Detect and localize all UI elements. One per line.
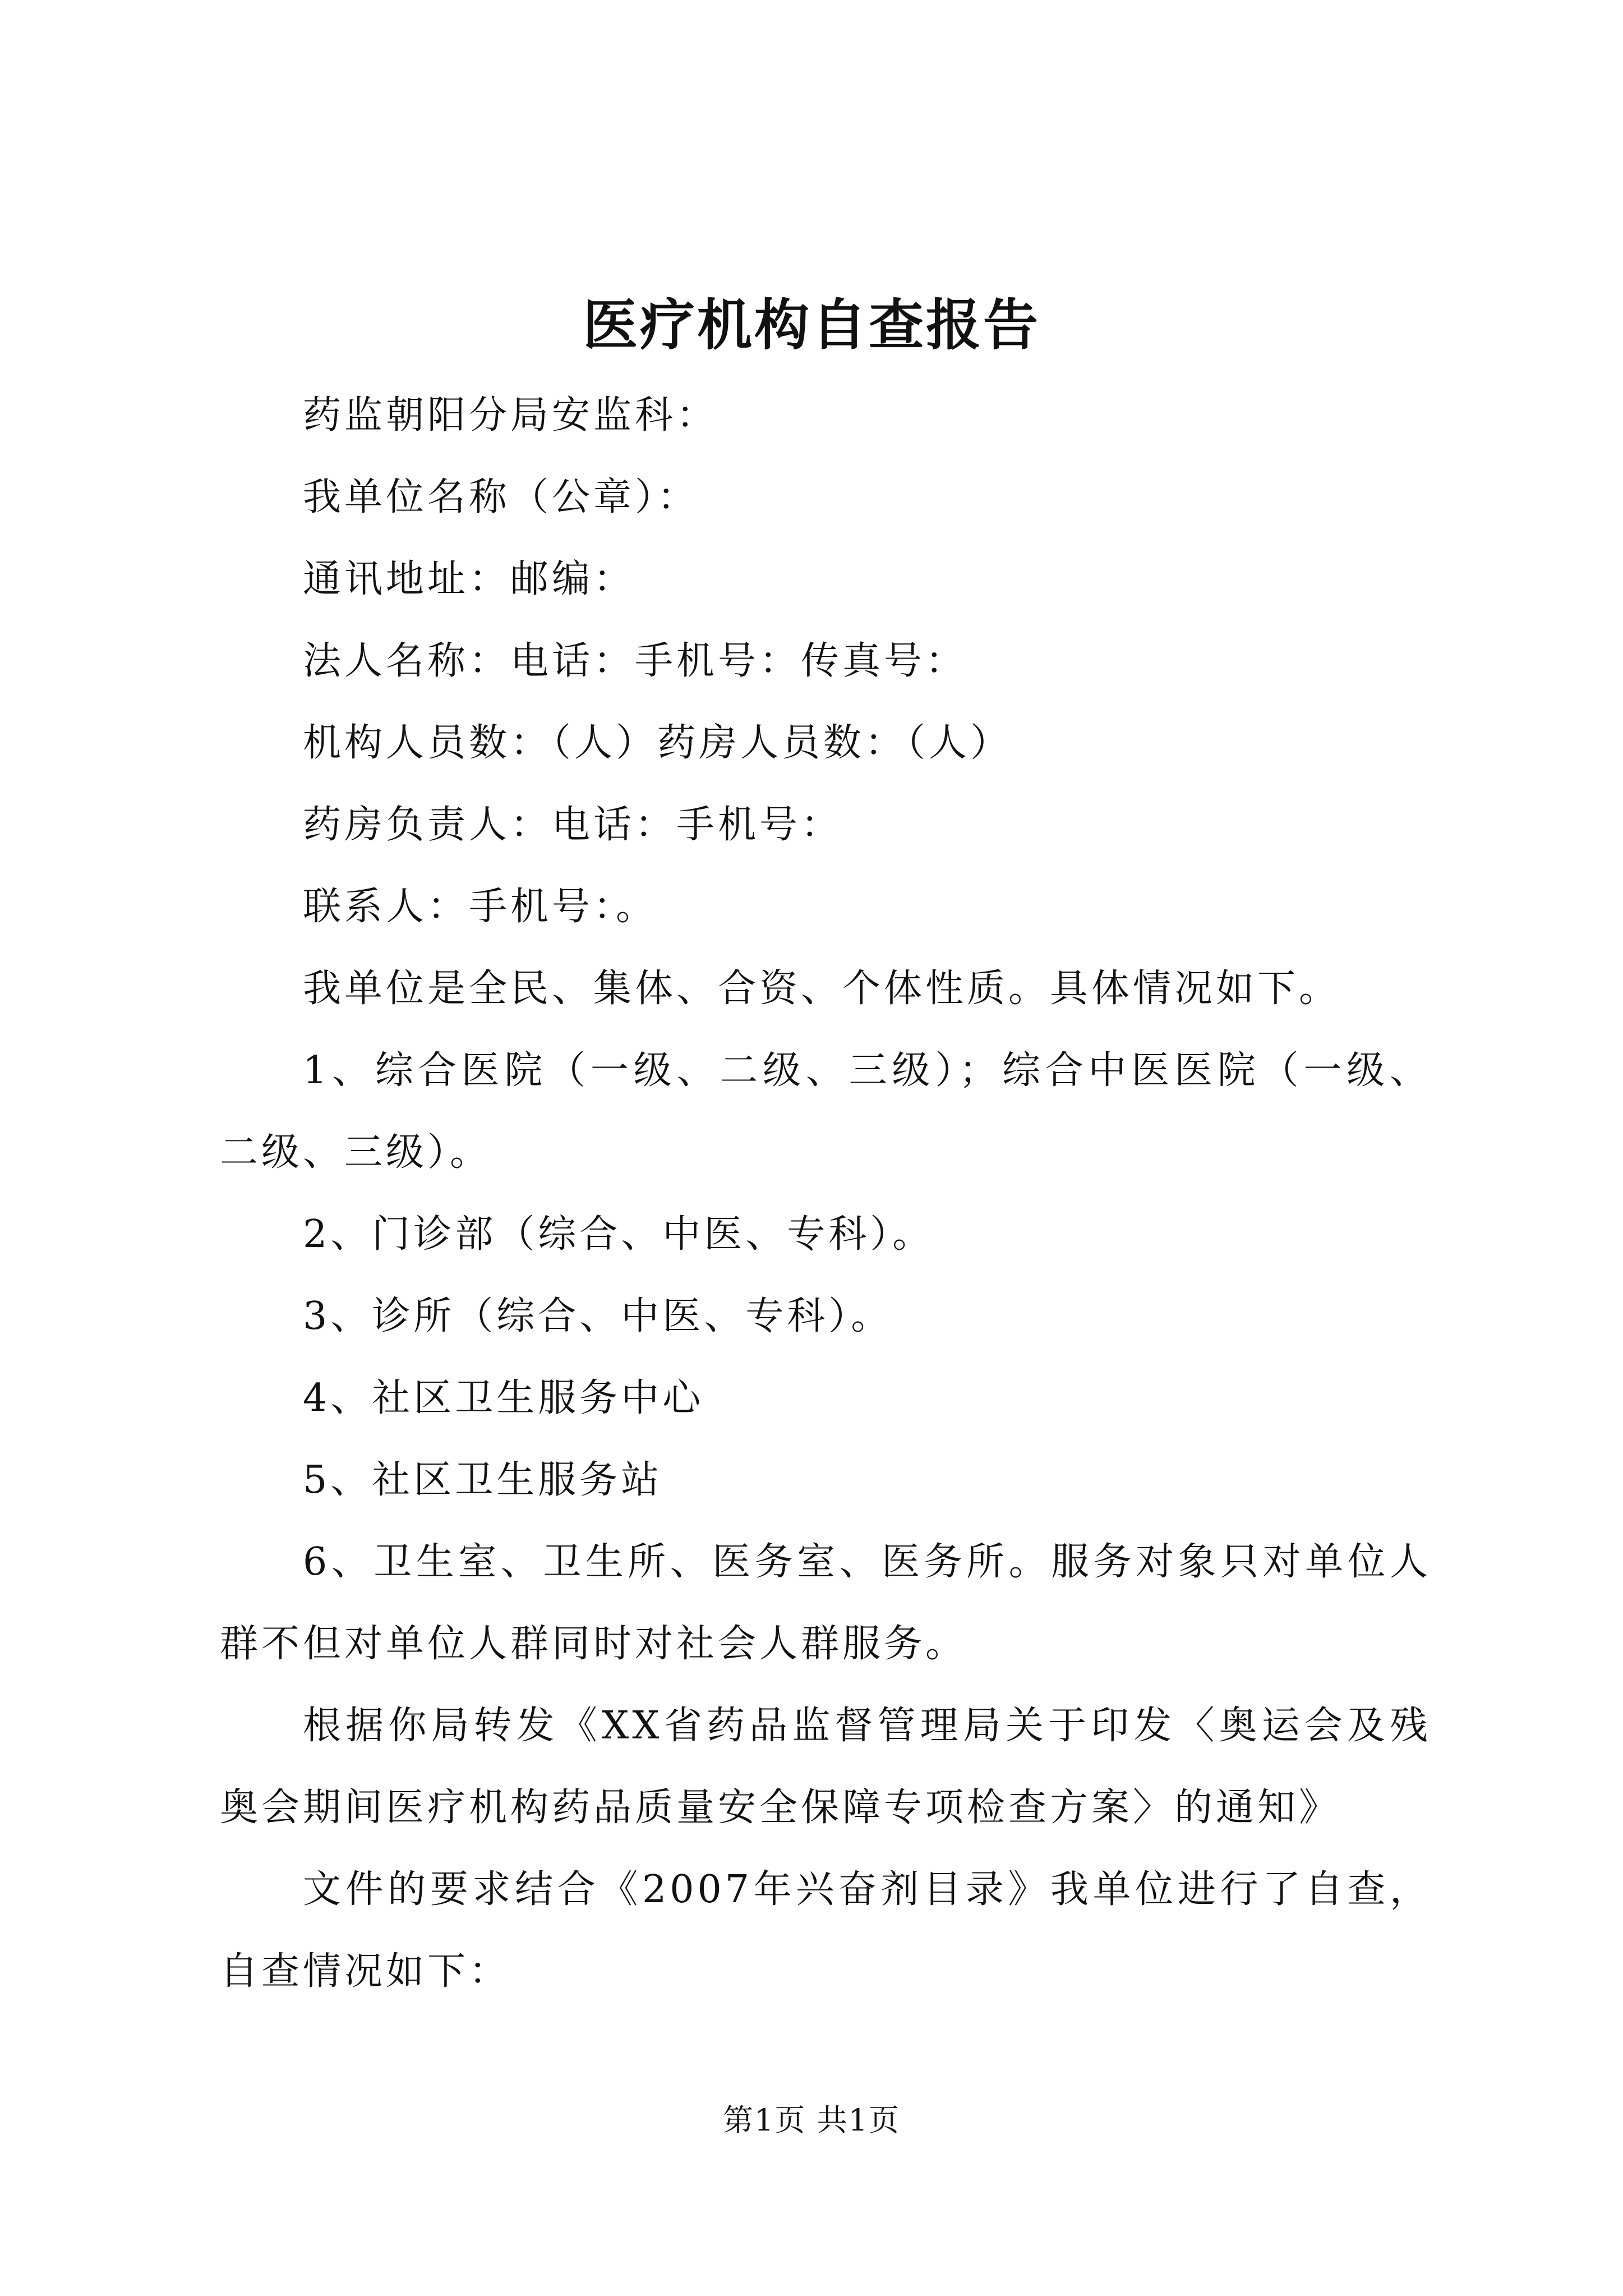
page-footer: 第1页 共1页 (723, 2102, 900, 2138)
list-item-4: 4、社区卫生服务中心 (303, 1376, 704, 1420)
paragraph-unit-nature: 我单位是全民、集体、合资、个体性质。具体情况如下。 (303, 967, 1341, 1011)
paragraph-basis: 根据你局转发《XX省药品监督管理局关于印发〈奥运会及残奥会期间医疗机构药品质量安全保障专项检查方案〉的通知》 (220, 1704, 1431, 1830)
paragraph-address: 通讯地址：邮编： (303, 557, 635, 601)
paragraph-staff-count: 机构人员数：（人）药房人员数：（人） (303, 721, 1012, 765)
paragraph-unit-name: 我单位名称（公章）： (303, 475, 699, 519)
list-item-3: 3、诊所（综合、中医、专科）。 (303, 1294, 893, 1338)
document-title: 医疗机构自查报告 (582, 293, 1040, 357)
paragraph-pharmacy-head: 药房负责人：电话：手机号： (303, 803, 843, 847)
paragraph-legal-person: 法人名称：电话：手机号：传真号： (303, 639, 967, 683)
list-item-5: 5、社区卫生服务站 (303, 1458, 663, 1502)
list-item-2: 2、门诊部（综合、中医、专科）。 (303, 1212, 934, 1257)
paragraph-self-check: 文件的要求结合《2007年兴奋剂目录》我单位进行了自查，自查情况如下： (220, 1867, 1431, 1994)
paragraph-contact: 联系人：手机号：。 (303, 885, 658, 929)
list-item-1: 1、综合医院（一级、二级、三级）；综合中医医院（一级、二级、三级）。 (220, 1048, 1431, 1175)
paragraph-recipient: 药监朝阳分局安监科： (303, 393, 718, 438)
document-body (220, 375, 1431, 2013)
list-item-6: 6、卫生室、卫生所、医务室、医务所。服务对象只对单位人群不但对单位人群同时对社会人群服务。 (220, 1540, 1431, 1666)
